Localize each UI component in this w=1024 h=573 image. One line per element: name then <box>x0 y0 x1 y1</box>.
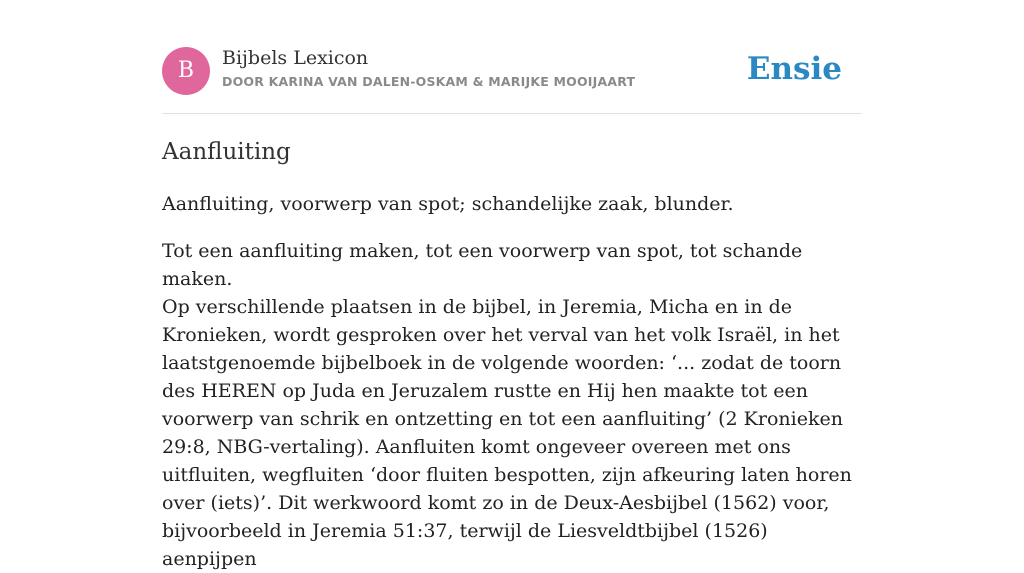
book-authors: DOOR KARINA VAN DALEN-OSKAM & MARIJKE MOOIJAART <box>222 74 636 89</box>
ensie-logo[interactable]: Ensie <box>746 51 842 87</box>
etymology-paragraph: Op verschillende plaatsen in de bijbel, in Jeremia, Micha en in de Kronieken, wordt gesproken over het verval van het volk Israël, in het laatstgenoemde bijbelboek in de volgende woorden: ‘... zodat de toorn des HEREN op Juda en Jeruzalem rustte en Hij hen maakte tot een voorwerp van schrik en ontzetting en tot een aanfluiting’ (2 Kronieken 29:8, NBG-vertaling). Aanfluiten komt ongeveer overeen met ons uitfluiten, wegfluiten ‘door fluiten bespotten, zijn afkeuring laten horen over (iets)’. Dit werkwoord komt zo in de Deux-Aesbijbel (1562) voor, bijvoorbeeld in Jeremia 51:37, terwijl de Liesveldtbijbel (1526) aenpijpen <box>162 296 852 570</box>
page-content <box>162 0 862 570</box>
definition-paragraph: Aanfluiting, voorwerp van spot; schandelijke zaak, blunder. <box>162 193 734 215</box>
header <box>162 0 862 114</box>
entry-title: Aanfluiting <box>162 139 291 165</box>
book-title-link[interactable]: Bijbels Lexicon <box>222 47 369 69</box>
book-avatar[interactable]: B <box>162 47 210 95</box>
usage-paragraph: Tot een aanfluiting maken, tot een voorwerp van spot, tot schande maken. <box>162 240 803 290</box>
